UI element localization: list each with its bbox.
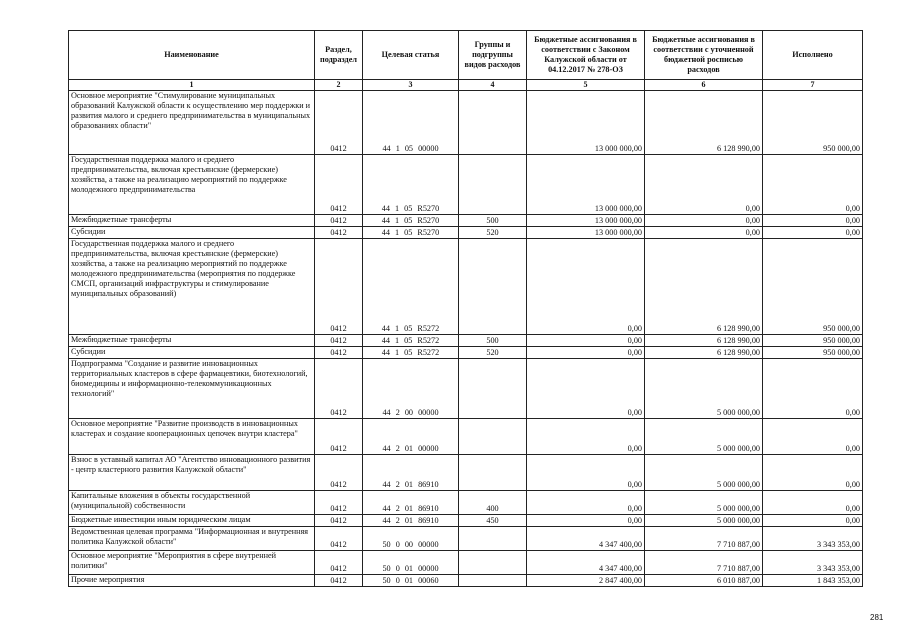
row-law-allocation: 2 847 400,00 (527, 575, 645, 587)
table-row (69, 227, 863, 239)
row-section: 0412 (315, 527, 363, 551)
column-number: 3 (363, 80, 459, 91)
table-row (69, 575, 863, 587)
column-number: 5 (527, 80, 645, 91)
row-law-allocation: 13 000 000,00 (527, 91, 645, 155)
row-expense-group (459, 239, 527, 335)
row-law-allocation: 4 347 400,00 (527, 527, 645, 551)
row-refined-allocation: 5 000 000,00 (645, 455, 763, 491)
row-executed: 950 000,00 (763, 239, 863, 335)
table-row (69, 551, 863, 575)
row-law-allocation: 0,00 (527, 455, 645, 491)
row-executed: 3 343 353,00 (763, 551, 863, 575)
row-section: 0412 (315, 239, 363, 335)
header-section: Раздел, подраздел (315, 31, 363, 80)
row-executed: 0,00 (763, 419, 863, 455)
row-refined-allocation: 6 128 990,00 (645, 91, 763, 155)
row-executed: 0,00 (763, 515, 863, 527)
row-section: 0412 (315, 551, 363, 575)
table-row (69, 91, 863, 155)
row-name: Подпрограмма "Создание и развитие инновационных территориальных кластеров в сфере фармацевтики, биотехнологий, биомедицины и информационно-телекоммуникационных технологий" (69, 359, 315, 419)
row-name: Основное мероприятие "Развитие производств в инновационных кластерах и создание кооперационных цепочек внутри кластера" (69, 419, 315, 455)
budget-document-page (68, 30, 862, 587)
row-law-allocation: 13 000 000,00 (527, 215, 645, 227)
header-row (69, 31, 863, 80)
row-section: 0412 (315, 155, 363, 215)
row-refined-allocation: 6 128 990,00 (645, 335, 763, 347)
row-executed: 0,00 (763, 455, 863, 491)
row-refined-allocation: 0,00 (645, 155, 763, 215)
row-target-article: 44 1 05 R5270 (363, 155, 459, 215)
row-executed: 0,00 (763, 215, 863, 227)
row-law-allocation: 0,00 (527, 491, 645, 515)
row-executed: 0,00 (763, 359, 863, 419)
row-law-allocation: 0,00 (527, 419, 645, 455)
row-expense-group (459, 575, 527, 587)
row-expense-group: 400 (459, 491, 527, 515)
row-section: 0412 (315, 491, 363, 515)
row-refined-allocation: 0,00 (645, 215, 763, 227)
row-law-allocation: 13 000 000,00 (527, 155, 645, 215)
header-target-article: Целевая статья (363, 31, 459, 80)
table-row (69, 491, 863, 515)
row-expense-group: 500 (459, 215, 527, 227)
table-row (69, 239, 863, 335)
row-executed: 0,00 (763, 491, 863, 515)
column-number: 1 (69, 80, 315, 91)
row-law-allocation: 4 347 400,00 (527, 551, 645, 575)
table-row (69, 527, 863, 551)
row-refined-allocation: 6 128 990,00 (645, 347, 763, 359)
table-body (69, 91, 863, 587)
row-refined-allocation: 7 710 887,00 (645, 551, 763, 575)
row-target-article: 44 2 01 86910 (363, 455, 459, 491)
column-number: 2 (315, 80, 363, 91)
row-executed: 0,00 (763, 227, 863, 239)
row-target-article: 44 1 05 R5272 (363, 239, 459, 335)
table-row (69, 359, 863, 419)
row-executed: 950 000,00 (763, 91, 863, 155)
row-law-allocation: 13 000 000,00 (527, 227, 645, 239)
row-expense-group (459, 419, 527, 455)
table-row (69, 215, 863, 227)
row-section: 0412 (315, 347, 363, 359)
row-target-article: 50 0 00 00000 (363, 527, 459, 551)
row-target-article: 44 1 05 R5272 (363, 335, 459, 347)
header-expense-group: Группы и подгруппы видов расходов (459, 31, 527, 80)
row-expense-group (459, 91, 527, 155)
row-refined-allocation: 7 710 887,00 (645, 527, 763, 551)
row-expense-group: 520 (459, 347, 527, 359)
row-target-article: 44 2 00 00000 (363, 359, 459, 419)
row-executed: 3 343 353,00 (763, 527, 863, 551)
row-name: Межбюджетные трансферты (69, 335, 315, 347)
row-section: 0412 (315, 91, 363, 155)
row-target-article: 44 1 05 R5270 (363, 215, 459, 227)
row-refined-allocation: 5 000 000,00 (645, 419, 763, 455)
row-name: Субсидии (69, 347, 315, 359)
row-executed: 950 000,00 (763, 335, 863, 347)
header-executed: Исполнено (763, 31, 863, 80)
row-section: 0412 (315, 575, 363, 587)
row-section: 0412 (315, 215, 363, 227)
row-refined-allocation: 5 000 000,00 (645, 491, 763, 515)
row-target-article: 44 2 01 86910 (363, 515, 459, 527)
row-refined-allocation: 5 000 000,00 (645, 359, 763, 419)
column-number: 7 (763, 80, 863, 91)
table-row (69, 455, 863, 491)
row-section: 0412 (315, 227, 363, 239)
row-law-allocation: 0,00 (527, 335, 645, 347)
table-row (69, 335, 863, 347)
row-target-article: 44 1 05 R5272 (363, 347, 459, 359)
row-section: 0412 (315, 515, 363, 527)
row-expense-group (459, 527, 527, 551)
row-name: Субсидии (69, 227, 315, 239)
row-target-article: 44 1 05 R5270 (363, 227, 459, 239)
row-refined-allocation: 6 128 990,00 (645, 239, 763, 335)
row-name: Государственная поддержка малого и среднего предпринимательства, включая крестьянские (фермерские) хозяйства, а также на реализацию мероприятий по поддержке молодежного предпринимательства (69, 155, 315, 215)
row-name: Взнос в уставный капитал АО "Агентство инновационного развития - центр кластерного развития Калужской области" (69, 455, 315, 491)
row-law-allocation: 0,00 (527, 239, 645, 335)
row-expense-group: 520 (459, 227, 527, 239)
column-number: 4 (459, 80, 527, 91)
row-executed: 1 843 353,00 (763, 575, 863, 587)
row-expense-group (459, 551, 527, 575)
row-executed: 950 000,00 (763, 347, 863, 359)
row-target-article: 50 0 01 00060 (363, 575, 459, 587)
table-row (69, 347, 863, 359)
row-target-article: 44 2 01 86910 (363, 491, 459, 515)
row-name: Государственная поддержка малого и среднего предпринимательства, включая крестьянские (фермерские) хозяйства, а также на реализацию мероприятий по поддержке молодежного предпринимательства (мероприятия по поддержке СМСП, организаций инфраструктуры и стимулирование муниципальных образований) (69, 239, 315, 335)
row-target-article: 44 2 01 00000 (363, 419, 459, 455)
row-expense-group (459, 359, 527, 419)
row-law-allocation: 0,00 (527, 359, 645, 419)
row-expense-group (459, 155, 527, 215)
row-target-article: 44 1 05 00000 (363, 91, 459, 155)
budget-table (68, 30, 863, 587)
row-section: 0412 (315, 359, 363, 419)
header-law-allocations: Бюджетные ассигнования в соответствии с Законом Калужской области от 04.12.2017 № 278-ОЗ (527, 31, 645, 80)
row-expense-group: 500 (459, 335, 527, 347)
column-number: 6 (645, 80, 763, 91)
row-executed: 0,00 (763, 155, 863, 215)
row-name: Основное мероприятие "Стимулирование муниципальных образований Калужской области к осуществлению мер поддержки и развития малого и среднего предпринимательства в муниципальных образованиях области" (69, 91, 315, 155)
header-name: Наименование (69, 31, 315, 80)
row-section: 0412 (315, 335, 363, 347)
table-row (69, 155, 863, 215)
row-refined-allocation: 6 010 887,00 (645, 575, 763, 587)
table-row (69, 419, 863, 455)
row-law-allocation: 0,00 (527, 515, 645, 527)
row-name: Ведомственная целевая программа "Информационная и внутренняя политика Калужской области" (69, 527, 315, 551)
column-number-row (69, 80, 863, 91)
row-name: Бюджетные инвестиции иным юридическим лицам (69, 515, 315, 527)
row-name: Капитальные вложения в объекты государственной (муниципальной) собственности (69, 491, 315, 515)
table-row (69, 515, 863, 527)
row-refined-allocation: 0,00 (645, 227, 763, 239)
row-refined-allocation: 5 000 000,00 (645, 515, 763, 527)
row-expense-group: 450 (459, 515, 527, 527)
row-name: Межбюджетные трансферты (69, 215, 315, 227)
row-name: Основное мероприятие "Мероприятия в сфере внутренней политики" (69, 551, 315, 575)
row-target-article: 50 0 01 00000 (363, 551, 459, 575)
row-name: Прочие мероприятия (69, 575, 315, 587)
row-law-allocation: 0,00 (527, 347, 645, 359)
header-refined-allocations: Бюджетные ассигнования в соответствии с уточненной бюджетной росписью расходов (645, 31, 763, 80)
row-expense-group (459, 455, 527, 491)
row-section: 0412 (315, 419, 363, 455)
page-number: 281 (870, 613, 884, 622)
row-section: 0412 (315, 455, 363, 491)
